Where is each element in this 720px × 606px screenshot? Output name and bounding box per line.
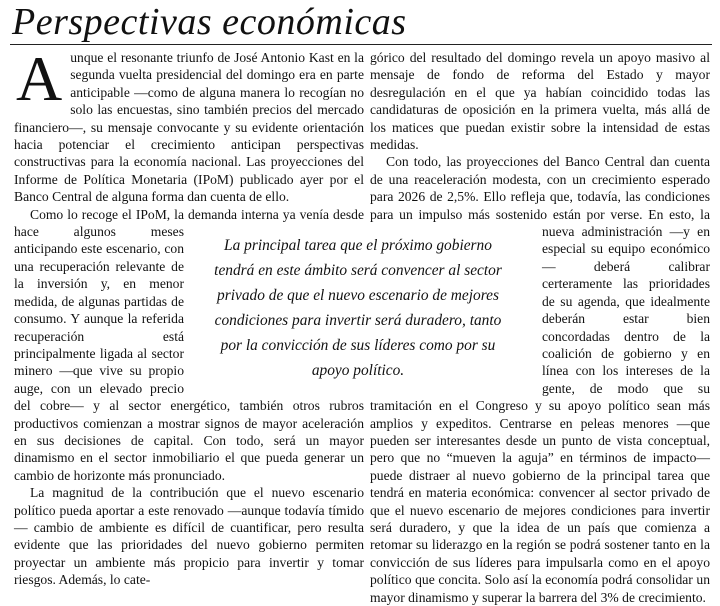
drop-cap: A [16, 43, 63, 114]
article-paragraph: Aunque el resonante triunfo de José Antonio Kast en la segunda vuelta presidencial del domingo era en parte anticipable —como de alguna manera lo recogían no solo las encuestas, sino también precios del mercado financiero—, su mensaje convocante y su evidente orientación hacia potenciar el crecimiento anticipan perspectivas constructivas para la economía nacional. Las proyecciones del Informe de Política Monetaria (IPoM) publicado ayer por el Banco Central de alguna forma dan cuenta de ello. [14, 43, 364, 205]
article-paragraph: La magnitud de la contribución que el nuevo escenario político pueda aportar a este renovado —aunque todavía tímido— cambio de ambiente es difícil de cuantificar, pero resulta evidente que las prioridades del nuevo gobierno permiten proyectar un ambiente más propicio para invertir y tomar riesgos. Además, lo cate- [14, 485, 364, 588]
pull-quote: La principal tarea que el próximo gobierno tendrá en este ámbito será convencer al sector privado de que el nuevo escenario de mejores condiciones para invertir será duradero, tanto por la convicción de sus líderes como por su apoyo político. [206, 233, 510, 383]
article-paragraph: górico del resultado del domingo revela un apoyo masivo al mensaje de fondo de reforma del Estado y mayor desregulación en el que ya habían coincidido todas las candidaturas de oposición en la primera vuelta, más allá de los matices que puedan existir sobre la intensidad de estas medidas. [370, 50, 710, 153]
title-divider [10, 44, 712, 45]
article-paragraph: Como lo recoge el IPoM, la demanda interna ya venía desde hace algunos meses anticipando este escenario, con una recuperación relevante de la inversión y, en menor medida, de algunas partidas de consumo. Y aunque la referida recuperación está principalmente ligada al sector minero —que vive su propio auge, con un elevado precio del cobre— y al sector energético, también otros rubros productivos comienzan a mostrar signos de mayor aceleración en sus decisiones de capital. Con todo, será un mayor dinamismo en el sector inmobiliario el que pueda generar un cambio de horizonte más pronunciado. [14, 206, 364, 483]
page-title: Perspectivas económicas [12, 1, 407, 43]
article-paragraph: Con todo, las proyecciones del Banco Central dan cuenta de una reaceleración modesta, con un crecimiento esperado para 2026 de 2,5%. Ello refleja que, todavía, las condiciones para un impulso más sostenido están por verse. En esto, la nueva administración —y en especial su equipo económico— deberá calibrar certeramente las prioridades de su agenda, que idealmente deberán estar bien concordadas dentro de la coalición de gobierno y en línea con los intereses de la gente, de modo que su tramitación en el Congreso y su apoyo político sean más amplios y expeditos. Centrarse en peleas menores —que pueden ser interesantes desde un punto de vista conceptual, pero que no “mueven la aguja” en términos de impacto— puede distraer al nuevo gobierno de la principal tarea que tendrá en materia económica: convencer al sector privado de que el nuevo escenario de mejores condiciones para invertir será duradero, y que la idea de un país que comienza a retomar su liderazgo en la región se podrá sostener tanto en la convicción de sus líderes para impulsarla como en el apoyo político que concita. Solo así la economía podrá consolidar un mayor dinamismo y superar la barrera del 3% de crecimiento. [370, 154, 710, 605]
